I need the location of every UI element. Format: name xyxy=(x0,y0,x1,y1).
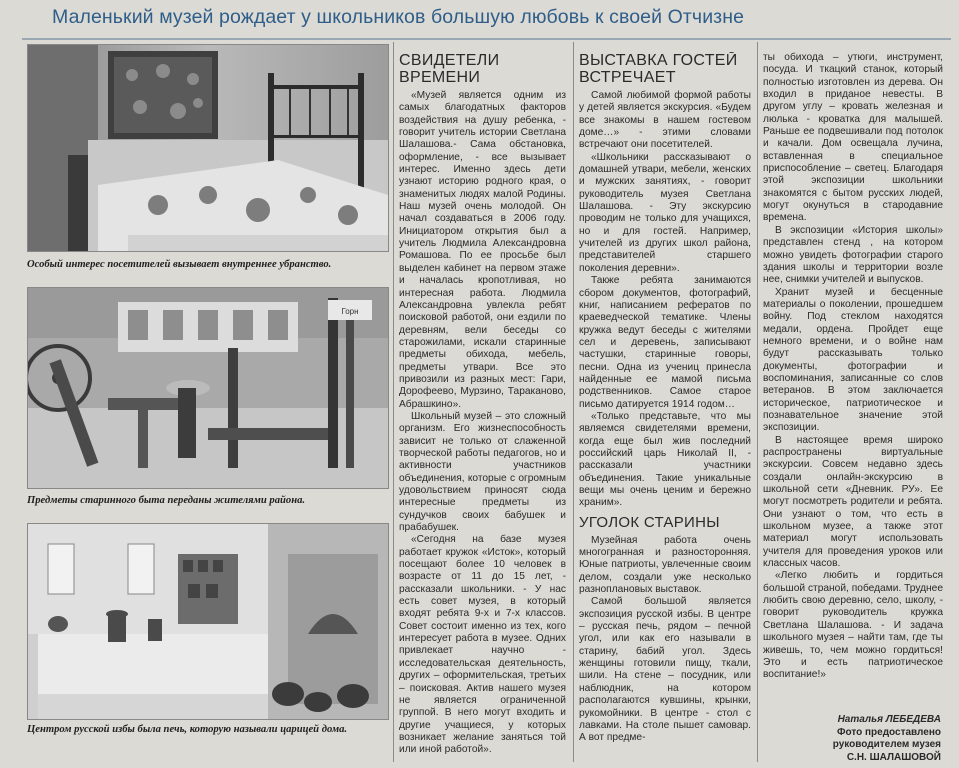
paragraph: Хранит музей и бесценные материалы о поколении, прошедшем войну. Под стеклом находятся медали, ордена. Пройдет еще немного времени, и о войне нам будут рассказывать только документы, фотографии и воспоминания, записанные со слов ветеранов. В этом заключается историческое, патриотическое и познавательное значение этой экспозиции. xyxy=(763,286,943,434)
paragraph: «Легко любить и гордиться большой страной, победами. Труднее любить свою деревню, село, школу, - говорит руководитель кружка Светлана Шалашова. - И задача школьного музея – найти там, где ты живешь, то, чем можно гордиться! Это и есть патриотическое воспитание!» xyxy=(763,570,943,681)
column-2 xyxy=(579,52,751,766)
header-rule xyxy=(22,38,951,40)
heading-ugolok: УГОЛОК СТАРИНЫ xyxy=(579,513,720,531)
divider-1 xyxy=(393,42,394,762)
photo-russian-stove xyxy=(27,523,389,720)
divider-3 xyxy=(757,42,758,762)
paragraph: ты обихода – утюги, инструмент, посуда. И ткацкий станок, который полностью изготовлен из дерева. Он входил в приданое невесты. В другом углу – кровать железная и люлька - кроватка для малышей. Раньше ее подвешивали под потолок и качали. Дом освещала лучина, вставленная в специальное приспособление – светец. Благодаря этой экспозиции школьники знакомятся с бытом русских людей, могут окунуться в стародавние времена. xyxy=(763,52,943,224)
byline xyxy=(833,714,941,764)
paragraph: Самой любимой формой работы у детей является экскурсия. «Будем все знакомы в нашем гостевом доме…» - этими словами встречают они посетителей. xyxy=(579,90,751,151)
heading-vystavka: ВЫСТАВКА ГОСТЕЙ ВСТРЕЧАЕТ xyxy=(579,52,738,86)
divider-2 xyxy=(573,42,574,762)
paragraph: Музейная работа очень многогранная и разносторонняя. Юные патриоты, увлеченные своим делом, создали уже несколько разноплановых выставок. xyxy=(579,534,751,596)
paragraph: В экспозиции «История школы» представлен стенд , на котором можно увидеть фотографии старого здания школы и территории возле нее, снимки учителей и выпусков. xyxy=(763,224,943,286)
photo-credit-line3: С.Н. ШАЛАШОВОЙ xyxy=(846,751,941,763)
paragraph: Самой большой является экспозиция русской избы. В центре – русская печь, рядом – печной угол, или как его называли в старину, бабий угол. Здесь женщины готовили пищу, ткали, шили. На стене – посудник, или наблюдник, на котором располагаются кувшины, крынки, рукомойники. В центре - стол с лавками. На столе пышет самовар. А вот предме- xyxy=(579,596,751,744)
column-3 xyxy=(763,52,943,712)
paragraph: «Школьники рассказывают о домашней утвари, мебели, женских и мужских занятиях, - говорит руководитель музея Светлана Шалашова. - Эту экскурсию проводим не только для учащихся, но и для гостей. Например, учителей из других школ района, представителей старшего поколения деревни». xyxy=(579,151,751,274)
caption-photo2: Предметы старинного быта переданы жителями района. xyxy=(27,495,306,506)
photo-interior-bed xyxy=(27,44,389,252)
photo-credit-line2: руководителем музея xyxy=(832,739,941,750)
paragraph: В настоящее время широко распространены виртуальные экскурсии. Совсем недавно здесь создали онлайн-экскурсию в школьной сети «Дневник. РУ». Ее могут посмотреть родители и ребята. Они узнают о том, что есть в школьном музее, а также этот материал могут использовать учителя для проведения уроков или классных часов. xyxy=(763,434,943,570)
paragraph: «Сегодня на базе музея работает кружок «Исток», который посещают более 10 человек в возрасте от 11 до 15 лет, - рассказали школьники. - У нас есть совет музея, в который входят ребята 9-х и 7-х классов. Совет состоит именно из тех, кого интересует работа в музее. Одних привлекает научно - исследовательская деятельность, других – оформительская, третьих – поисковая. Актив нашего музея не является ограниченной группой. В него могут входить и другие учащиеся, у которых возникает желание заняться той или иной работой». xyxy=(399,534,566,756)
paragraph: Школьный музей – это сложный организм. Его жизнеспособность зависит не только от слаженной творческой работы педагогов, но и активности участников объединения, которые с огромным удовольствием приносят сюда интересные предметы из сундучков своих бабушек и прабабушек. xyxy=(399,410,566,534)
column-1 xyxy=(399,52,566,766)
caption-photo1: Особый интерес посетителей вызывает внутреннее убранство. xyxy=(27,259,332,270)
headline: Маленький музей рождает у школьников большую любовь к своей Отчизне xyxy=(52,6,745,28)
paragraph: «Только представьте, что мы являемся свидетелями времени, когда еще был жив последний российский царь Николай II, - рассказали участники объединения. Такие уникальные вещи мы очень ценим и бережно храним». xyxy=(579,410,751,509)
photo-credit-line1: Фото предоставлено xyxy=(836,726,941,738)
photo-spinning-wheels xyxy=(27,287,389,489)
paragraph: Также ребята занимаются сбором документов, фотографий, книг, написанием рефератов по краеведческой тематике. Члены кружка ведут беседы с жителями сел и деревень, записывают частушки, старинные говоры, песни. Одна из учениц принесла найденные ее мамой письма родственников. Самое старое письмо датируется 1914 годом… xyxy=(579,275,751,410)
heading-svideteli: СВИДЕТЕЛИ ВРЕМЕНИ xyxy=(399,52,500,86)
author-name: Наталья ЛЕБЕДЕВА xyxy=(837,714,941,725)
caption-photo3: Центром русской избы была печь, которую называли царицей дома. xyxy=(27,724,348,735)
photo2-sign-label: Горн xyxy=(341,307,359,316)
paragraph: «Музей является одним из самых благодатных факторов воздействия на душу ребенка, - говорит учитель истории Светлана Шалашова.- Сама обстановка, оформление, - все вызывает интерес. Именно здесь дети узнают историю родного края, о знаменитых людях малой Родины. Наш музей очень молодой. Он начал создаваться в 2006 году. Инициатором открытия был а учитель Людмила Александровна Ромашова. По ее просьбе был выделен кабинет на первом этаже и началась кропотливая, но интересная работа. Людмила Александровна увлекла ребят поисковой работой, они ездили по деревням, вели беседы со старожилами, искали старинные предметы обихода, мебель, предметы утвари. Все это привозили из разных мест: Гари, Дорофеево, Мурзино, Тараканово, Абрашкино». xyxy=(399,90,566,410)
